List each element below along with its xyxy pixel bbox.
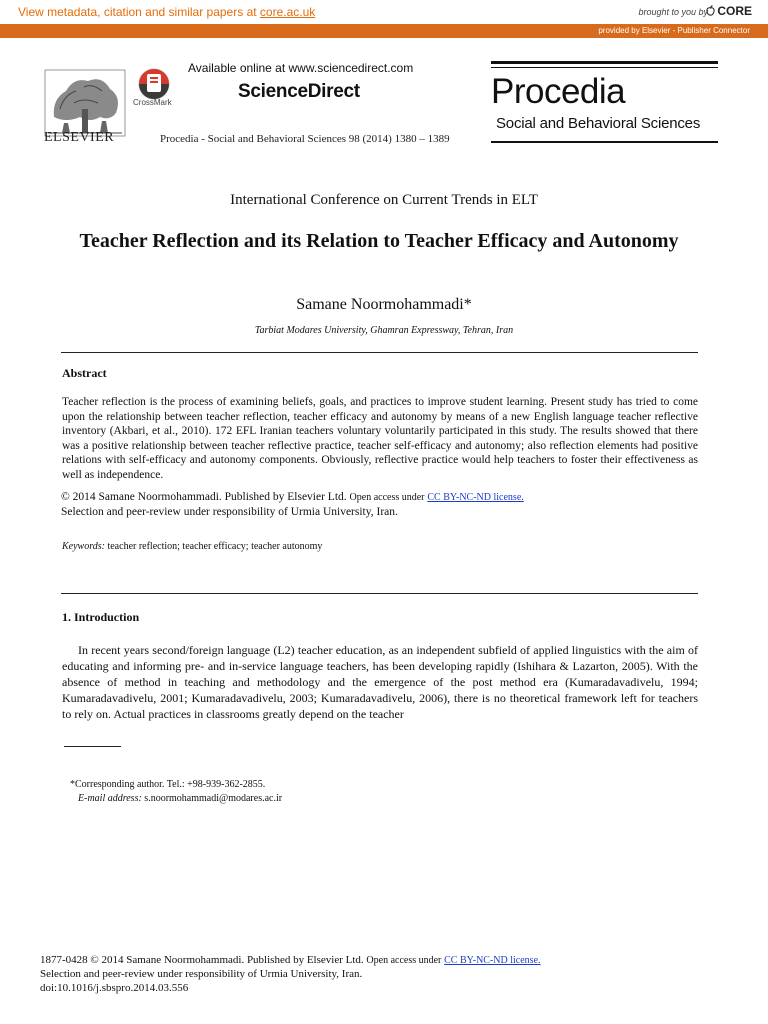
paper-title: Teacher Reflection and its Relation to Teacher Efficacy and Autonomy [79,230,679,252]
author-affiliation: Tarbiat Modares University, Ghamran Expressway, Tehran, Iran [254,325,514,336]
abstract-bottom-rule [61,593,698,594]
email-label: E-mail address: [78,793,142,804]
procedia-bottom-rule [491,141,718,143]
core-link[interactable]: core.ac.uk [259,5,316,19]
procedia-top-rule-thin [491,67,718,68]
license-link[interactable]: CC BY-NC-ND license. [427,492,524,503]
metadata-text [18,5,315,19]
abstract-text: Teacher reflection is the process of examining beliefs, goals, and practices to improve student learning. Present study has tried to come upon the relationship between teacher reflection, teacher efficacy and autonomy by means of a new English language teacher reflective inventory (Akbari, et al., 2010). 172 EFL Iranian teachers voluntary voluntarily participated in this study. The results showed that there was a positive relationship between teacher reflective practice, teacher self-efficacy and autonomy; also reflection elements had positive relations with self-efficacy and autonomy components. Obviously, reflective practice would help teachers to foster their effectiveness as well as independence. [62,396,698,481]
procedia-title: Procedia [491,72,626,111]
footer-license-link[interactable]: CC BY-NC-ND license. [444,955,541,966]
footer-issn-copyright [40,954,541,966]
core-logo[interactable] [706,4,752,18]
open-access-text: Open access under [349,492,425,503]
brought-to-you-text: brought to you by [638,7,708,17]
keywords-label: Keywords: [62,541,105,552]
provided-by-text: provided by Elsevier - Publisher Connector [598,26,750,35]
procedia-logo [491,61,718,143]
procedia-top-rule [491,61,718,64]
footer-doi: doi:10.1016/j.sbspro.2014.03.556 [40,982,189,994]
author-name: Samane Noormohammadi* [296,296,472,313]
core-top-bar [0,0,768,25]
footnote-rule [64,746,121,747]
introduction-heading: 1. Introduction [62,610,140,624]
elsevier-wordmark: ELSEVIER [44,130,115,145]
introduction-text: In recent years second/foreign language (L2) teacher education, as an independent subfield of applied linguistics with the aim of educating and informing pre- and in-service language teachers, has been developing rapidly (Ishihara & Lazarton, 2005). With the absence of method in teaching and methodology and the emergence of the post method era (Kumaradavadivelu, 1994; Kumaradavadivelu, 2001; Kumaradavadivelu, 2003; Kumaradavadivelu, 2006), there is no theoretical framework left for teachers to rely on. Actual practices in classrooms greatly depend on the teacher [62,643,698,721]
footer-open-access-text: Open access under [366,955,442,966]
crossmark-label: CrossMark [133,98,172,107]
provided-by-bar [0,24,768,38]
email-note [78,793,282,804]
core-apple-icon [706,5,715,16]
abstract-heading: Abstract [62,366,107,380]
core-label: CORE [717,4,752,18]
peer-review-note: Selection and peer-review under responsibility of Urmia University, Iran. [61,506,398,518]
procedia-subtitle: Social and Behavioral Sciences [496,115,701,132]
footer-peer-review-note: Selection and peer-review under responsibility of Urmia University, Iran. [40,968,363,980]
copyright-text: © 2014 Samane Noormohammadi. Published by Elsevier Ltd. [61,491,347,503]
footer-copyright-text: 1877-0428 © 2014 Samane Noormohammadi. Published by Elsevier Ltd. [40,954,364,966]
metadata-prefix: View metadata, citation and similar papers at [18,5,260,19]
abstract-top-rule [61,352,698,353]
available-online-text: Available online at www.sciencedirect.com [188,61,414,75]
keywords [62,541,322,552]
keywords-values: teacher reflection; teacher efficacy; teacher autonomy [107,541,323,552]
email-address: s.noormohammadi@modares.ac.ir [144,793,283,804]
copyright-line [61,491,524,503]
corresponding-author-note: *Corresponding author. Tel.: +98-939-362-2855. [70,779,266,790]
sciencedirect-logo: ScienceDirect [238,81,360,102]
journal-reference: Procedia - Social and Behavioral Sciences 98 (2014) 1380 – 1389 [160,133,450,145]
conference-name: International Conference on Current Trends in ELT [230,192,538,208]
